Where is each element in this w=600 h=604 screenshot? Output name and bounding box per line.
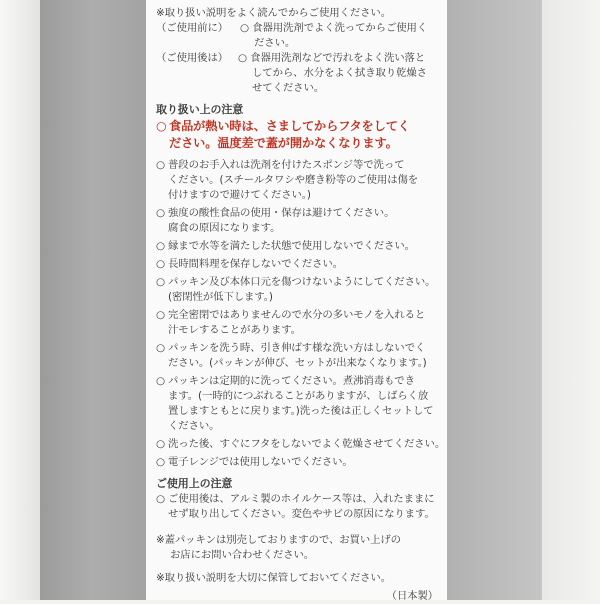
background-right (542, 0, 600, 600)
handling-item (156, 158, 448, 203)
before-use-block (156, 21, 448, 51)
bullet: ○ (156, 207, 165, 219)
handling-item (156, 257, 448, 272)
after-use-text: ○ 食器用洗剤などで汚れをよく洗い落と してから、水分をよく拭き取り乾燥さ せてください。 (238, 52, 427, 94)
usage-note: ○ ご使用後は、アルミ製のホイルケース等は、入れたままに せず取り出してください。変色やサビの原因になります。 (156, 493, 435, 520)
before-use-text: ○ 食器用洗剤でよく洗ってからご使用く ださい。 (240, 22, 428, 49)
bullet: ○ (156, 375, 165, 387)
handling-item (156, 308, 448, 338)
bullet: ○ (156, 159, 165, 171)
bullet: ○ (156, 438, 165, 450)
handling-item-text: 電子レンジでは使用しないでください。 (168, 456, 353, 468)
warning-text: 食品が熱い時は、さましてからフタをしてく ださい。温度差で蓋が開かなくなります。 (169, 119, 410, 150)
handling-item (156, 275, 448, 305)
read-instructions-note: ※取り扱い説明をよく読んでからご使用ください。 (156, 7, 391, 19)
bullet: ○ (156, 276, 165, 288)
bullet: ○ (156, 456, 165, 468)
keep-instructions-note: ※取り扱い説明を大切に保管しておいてください。 (156, 572, 391, 584)
handling-item (156, 206, 448, 236)
usage-heading: ご使用上の注意 (156, 477, 233, 490)
gray-stripe-right (447, 0, 542, 600)
handling-items (156, 158, 448, 470)
instructions-text (156, 6, 448, 604)
handling-item (156, 239, 448, 254)
handling-item-text: パッキンを洗う時、引き伸ばす様な洗い方はしないでく ださい。(パッキンが伸び、セットが出来なくなります。) (168, 342, 427, 369)
bullet: ○ (156, 342, 165, 354)
after-use-block (156, 51, 448, 96)
bullet: ○ (156, 309, 165, 321)
handling-item-text: 洗った後、すぐにフタをしないでよく乾燥させてください。 (168, 438, 446, 450)
handling-item (156, 455, 448, 470)
handling-item-text: 普段のお手入れは洗剤を付けたスポンジ等で洗って ください。(スチールタワシや磨き粉等のご使用は傷を 付けますので避けてください。) (168, 159, 419, 201)
warning-marker: ○ (156, 119, 167, 133)
handling-item (156, 437, 448, 452)
gray-stripe-left (40, 0, 146, 600)
handling-item (156, 341, 448, 371)
handling-item-text: 完全密閉ではありませんので水分の多いモノを入れると 汁モレすることがあります。 (168, 309, 426, 336)
bullet: ○ (156, 240, 165, 252)
made-in-label: （日本製） (386, 590, 438, 602)
handling-item-text: 強度の酸性食品の使用・保存は避けてください。 腐食の原因になります。 (168, 207, 395, 234)
handling-item (156, 374, 448, 434)
packing-note: ※蓋パッキンは別売しておりますので、お買い上げの お店にお問い合わせください。 (156, 534, 401, 561)
handling-item-text: 縁まで水等を満たした状態で使用しないでください。 (168, 240, 415, 252)
after-use-label: （ご使用後は） (156, 52, 229, 64)
handling-item-text: パッキンは定期的に洗ってください。煮沸消毒もでき ます。(一時的につぶれることがありますが、しばらく放 置しますともとに戻ります。)洗った後は正しくセットして ください。 (168, 375, 434, 432)
handling-item-text: パッキン及び本体口元を傷つけないようにしてください。 (密閉性が低下します。) (168, 276, 436, 303)
before-use-label: （ご使用前に） (156, 22, 229, 34)
bullet: ○ (156, 258, 165, 270)
handling-item-text: 長時間料理を保存しないでください。 (168, 258, 343, 270)
bullet: ○ (156, 493, 165, 505)
hot-food-warning (156, 118, 448, 152)
handling-heading: 取り扱い上の注意 (156, 103, 244, 116)
background-left (0, 0, 40, 600)
